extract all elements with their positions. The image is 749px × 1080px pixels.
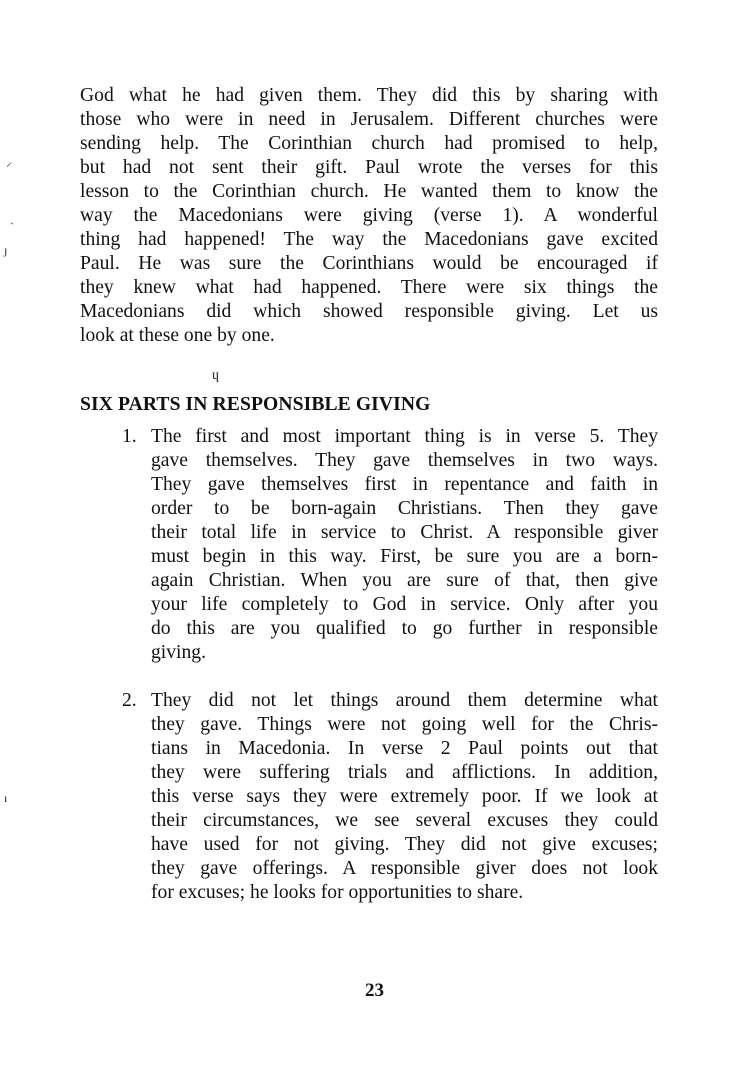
text-line: again Christian. When you are sure of that, then give — [151, 570, 658, 591]
scan-speck: ⸝ — [6, 155, 13, 169]
list-item — [122, 689, 658, 905]
text-line: their circumstances, we see several excuses they could — [151, 810, 658, 831]
list-item-number: 2. — [122, 690, 137, 711]
text-line: The first and most important thing is in verse 5. They — [151, 426, 658, 447]
text-line: this verse says they were extremely poor. If we look at — [151, 786, 658, 807]
list-item-body — [151, 425, 658, 665]
text-line: your life completely to God in service. Only after you — [151, 594, 658, 615]
text-line: have used for not giving. They did not give excuses; — [151, 834, 658, 855]
text-line: Paul. He was sure the Corinthians would be encouraged if — [80, 253, 658, 274]
text-line: do this are you qualified to go further in responsible — [151, 618, 658, 639]
list-item-body — [151, 689, 658, 905]
scan-speck: ı — [4, 791, 8, 805]
list-item — [122, 425, 658, 665]
text-line: tians in Macedonia. In verse 2 Paul points out that — [151, 738, 658, 759]
scan-speck: ȷ — [4, 243, 8, 257]
text-line: lesson to the Corinthian church. He wanted them to know the — [80, 181, 658, 202]
text-line: look at these one by one. — [80, 325, 275, 346]
text-line: but had not sent their gift. Paul wrote the verses for this — [80, 157, 658, 178]
text-line: God what he had given them. They did this by sharing with — [80, 85, 658, 106]
text-line: for excuses; he looks for opportunities to share. — [151, 882, 524, 903]
text-line: they knew what had happened. There were six things the — [80, 277, 658, 298]
text-line: they gave offerings. A responsible giver does not look — [151, 858, 658, 879]
section-heading: SIX PARTS IN RESPONSIBLE GIVING — [80, 394, 431, 415]
scan-speck: ˎ — [10, 211, 14, 225]
text-line: order to be born-again Christians. Then they gave — [151, 498, 658, 519]
text-line: sending help. The Corinthian church had promised to help, — [80, 133, 658, 154]
text-line: thing had happened! The way the Macedonians gave excited — [80, 229, 658, 250]
text-line: They did not let things around them determine what — [151, 690, 658, 711]
text-line: They gave themselves first in repentance and faith in — [151, 474, 658, 495]
scan-speck: ɥ — [212, 368, 219, 383]
text-line: giving. — [151, 642, 206, 663]
text-line: their total life in service to Christ. A responsible giver — [151, 522, 658, 543]
page-number: 23 — [365, 980, 384, 1001]
text-line: must begin in this way. First, be sure you are a born- — [151, 546, 658, 567]
list-item-number: 1. — [122, 426, 137, 447]
text-line: those who were in need in Jerusalem. Different churches were — [80, 109, 658, 130]
intro-paragraph — [80, 84, 658, 348]
text-line: way the Macedonians were giving (verse 1). A wonderful — [80, 205, 658, 226]
text-line: Macedonians did which showed responsible giving. Let us — [80, 301, 658, 322]
text-line: gave themselves. They gave themselves in two ways. — [151, 450, 658, 471]
text-line: they were suffering trials and afflictions. In addition, — [151, 762, 658, 783]
text-line: they gave. Things were not going well for the Chris- — [151, 714, 658, 735]
